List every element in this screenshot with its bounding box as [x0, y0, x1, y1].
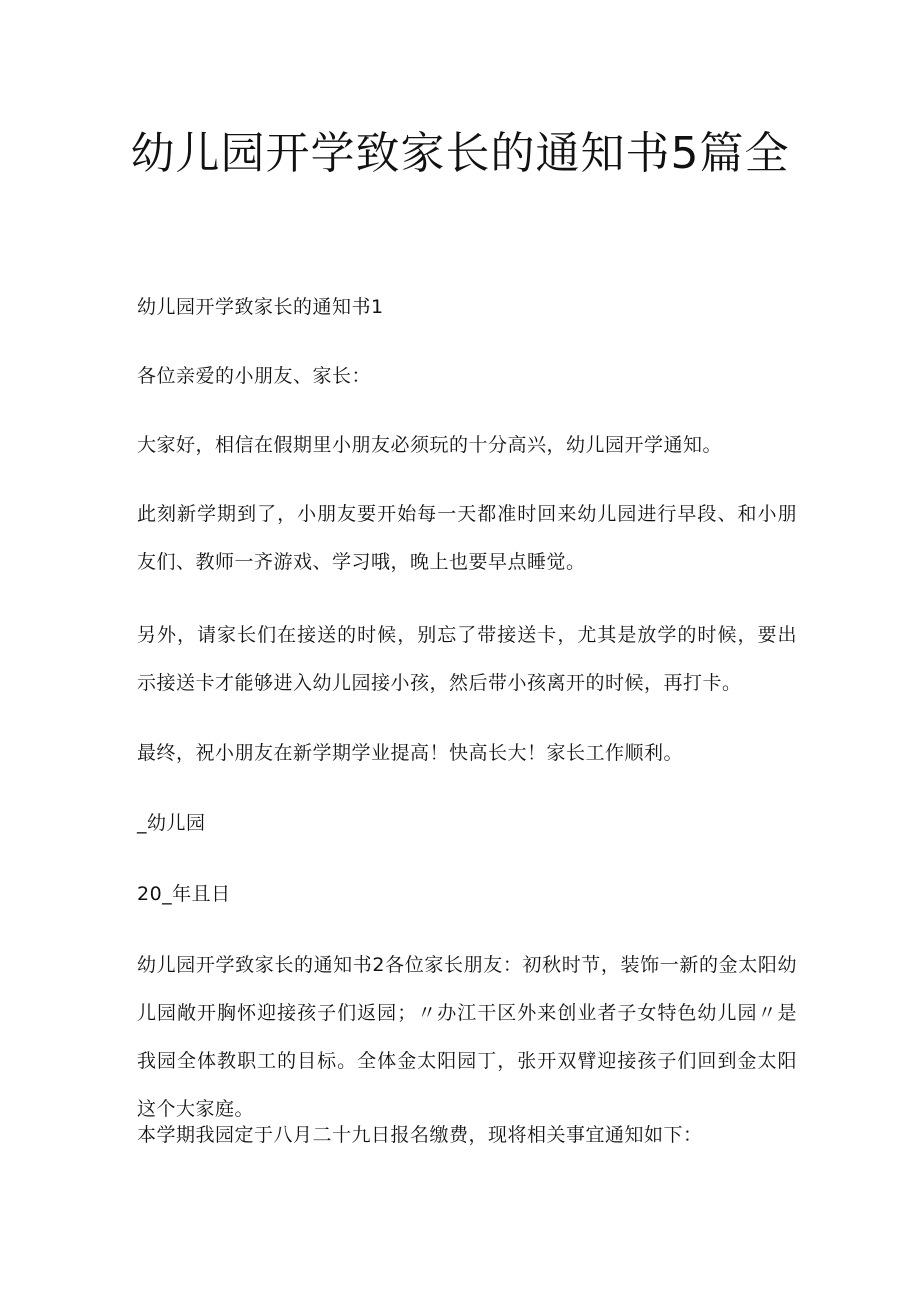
salutation: 各位亲爱的小朋友、家长： [137, 365, 372, 387]
paragraph-pickup-card: 另外，请家长们在接送的时候，别忘了带接送卡，尤其是放学的时候，要出示接送卡才能够进入幼儿园接小孩，然后带小孩离开的时候，再打卡。 [137, 624, 797, 694]
paragraph-greeting: 大家好，相信在假期里小朋友必须玩的十分高兴，幼儿园开学通知。 [137, 434, 723, 456]
paragraph-new-term: 此刻新学期到了，小朋友要开始每一天都准时回来幼儿园进行早段、和小朋友们、教师一齐游戏、学习哦，晚上也要早点睡觉。 [137, 503, 797, 573]
paragraph-notice-2: 幼儿园开学致家长的通知书2各位家长朋友：初秋时节，装饰一新的金太阳幼儿园敞开胸怀迎接孩子们返园；〃办江干区外来创业者子女特色幼儿园〃是我园全体教职工的目标。全体金太阳园丁，张开双臂迎接孩子们回到金太阳这个大家庭。 [137, 954, 797, 1120]
section-heading-1: 幼儿园开学致家长的通知书1 [137, 296, 384, 318]
paragraph-registration: 本学期我园定于八月二十九日报名缴费，现将相关事宜通知如下： [137, 1124, 703, 1146]
signature-kindergarten: _幼儿园 [137, 812, 206, 834]
signature-date: 20_年且日 [137, 883, 231, 905]
document-title: 幼儿园开学致家长的通知书5篇全 [130, 128, 790, 179]
paragraph-closing-wishes: 最终，祝小朋友在新学期学业提高！快高长大！家长工作顺利。 [137, 742, 684, 764]
